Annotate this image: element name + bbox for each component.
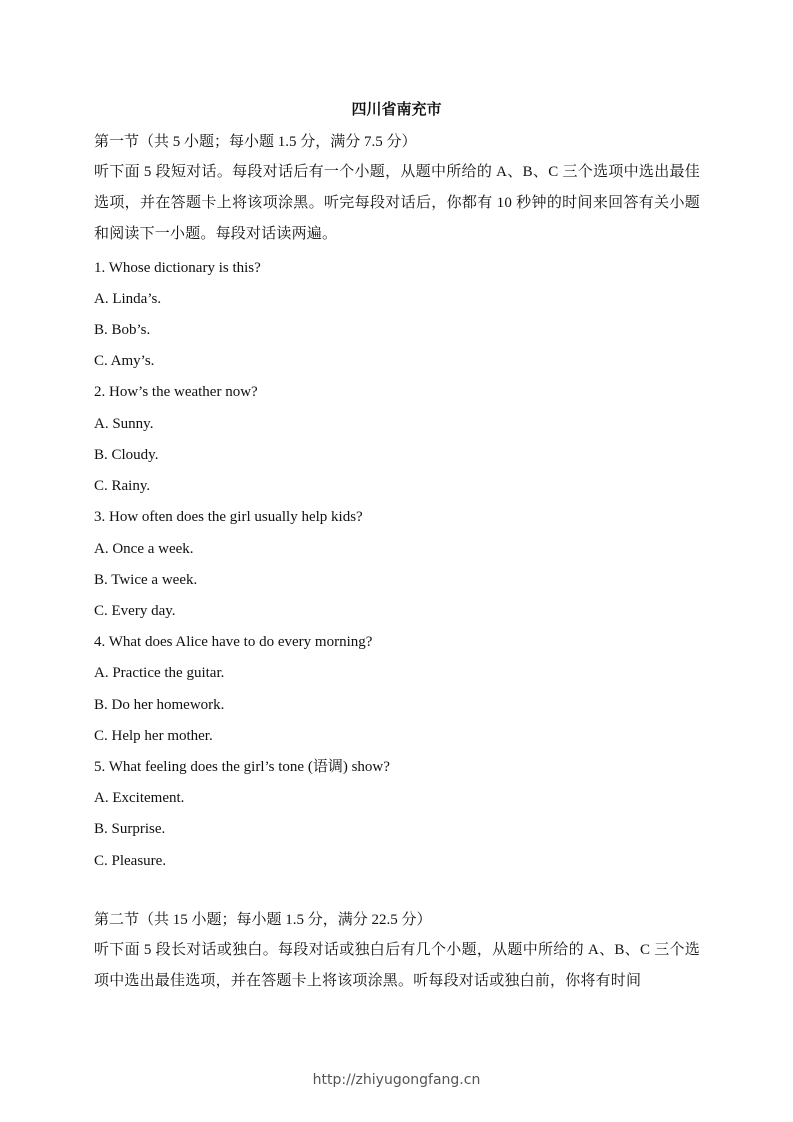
section-1-instructions: 听下面 5 段短对话。每段对话后有一个小题，从题中所给的 A、B、C 三个选项中选出最佳选项，并在答题卡上将该项涂黑。听完每段对话后，你都有 10 秒钟的时间来回答有关小题和阅读下一小题。每段对话读两遍。 xyxy=(94,164,700,243)
question-2-option-c: C. Rainy. xyxy=(94,478,151,494)
question-2-option-b: B. Cloudy. xyxy=(94,447,159,463)
section-2-heading: 第二节（共 15 小题；每小题 1.5 分，满分 22.5 分） xyxy=(94,912,432,928)
question-1-option-b: B. Bob’s. xyxy=(94,322,151,338)
footer-url: http://zhiyugongfang.cn xyxy=(312,1072,481,1088)
question-2-stem: 2. How’s the weather now? xyxy=(94,384,258,400)
question-5-stem: 5. What feeling does the girl’s tone (语调) show? xyxy=(94,759,390,775)
question-4-option-a: A. Practice the guitar. xyxy=(94,665,225,681)
question-4-stem: 4. What does Alice have to do every morning? xyxy=(94,634,373,650)
question-2-option-a: A. Sunny. xyxy=(94,416,154,432)
question-4-option-b: B. Do her homework. xyxy=(94,697,225,713)
question-1-option-c: C. Amy’s. xyxy=(94,353,155,369)
question-3-option-b: B. Twice a week. xyxy=(94,572,198,588)
question-3-stem: 3. How often does the girl usually help kids? xyxy=(94,509,363,525)
question-1-option-a: A. Linda’s. xyxy=(94,291,162,307)
question-3-option-a: A. Once a week. xyxy=(94,541,194,557)
question-5-option-a: A. Excitement. xyxy=(94,790,185,806)
question-1-stem: 1. Whose dictionary is this? xyxy=(94,260,261,276)
question-5-option-b: B. Surprise. xyxy=(94,821,166,837)
section-1-heading: 第一节（共 5 小题；每小题 1.5 分，满分 7.5 分） xyxy=(94,134,417,150)
question-5-option-c: C. Pleasure. xyxy=(94,853,167,869)
section-2-instructions: 听下面 5 段长对话或独白。每段对话或独白后有几个小题，从题中所给的 A、B、C 三个选项中选出最佳选项，并在答题卡上将该项涂黑。听每段对话或独白前，你将有时间 xyxy=(94,942,700,990)
question-4-option-c: C. Help her mother. xyxy=(94,728,213,744)
question-3-option-c: C. Every day. xyxy=(94,603,176,619)
document-title: 四川省南充市 xyxy=(351,102,442,118)
